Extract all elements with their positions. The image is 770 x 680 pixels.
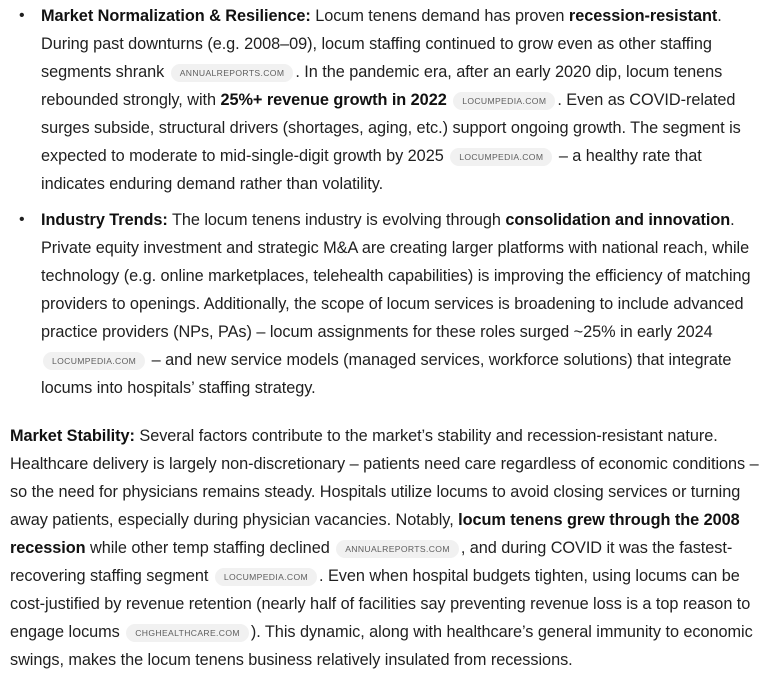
bold-text: recession-resistant	[568, 7, 718, 25]
text-run: The locum tenens industry is evolving through	[167, 211, 506, 229]
bullet-dot: •	[19, 211, 25, 228]
bullet-heading: Market Normalization & Resilience:	[41, 7, 311, 25]
text-run: . During past downturns (e.g. 2008–09), locum staffing continued to grow even as other staffing segments shrank	[41, 7, 722, 81]
paragraph-heading: Market Stability:	[10, 427, 135, 445]
bullet-market-normalization	[19, 2, 760, 198]
citation-chip-chghealthcare[interactable]: CHGHEALTHCARE.COM	[126, 624, 249, 642]
citation-chip-annualreports[interactable]: ANNUALREPORTS.COM	[171, 64, 294, 82]
citation-chip-locumpedia[interactable]: LOCUMPEDIA.COM	[453, 92, 555, 110]
text-run: – and new service models (managed services, workforce solutions) that integrate locums into hospitals’ staffing strategy.	[41, 351, 732, 397]
text-run	[447, 91, 451, 109]
market-stability-paragraph	[10, 422, 760, 674]
text-run: Locum tenens demand has proven	[310, 7, 569, 25]
text-run: while other temp staffing declined	[85, 539, 335, 557]
bullet-heading: Industry Trends:	[41, 211, 168, 229]
text-run: . Even when hospital budgets tighten, using locums can be cost-justified by revenue retention (nearly half of facilities say preventing revenue loss is a top reason to engage locums	[10, 567, 751, 641]
bold-text: 25%+ revenue growth in 2022	[220, 91, 447, 109]
text-run: ). This dynamic, along with healthcare’s general immunity to economic swings, makes the locum tenens business relatively insulated from recessions.	[10, 623, 753, 669]
bullet-list	[10, 2, 760, 402]
text-run: – a healthy rate that indicates enduring demand rather than volatility.	[41, 147, 702, 193]
citation-chip-locumpedia[interactable]: LOCUMPEDIA.COM	[43, 352, 145, 370]
citation-chip-locumpedia[interactable]: LOCUMPEDIA.COM	[215, 568, 317, 586]
bullet-dot: •	[19, 7, 25, 24]
text-run: Several factors contribute to the market’s stability and recession-resistant nature. Healthcare delivery is largely non-discretionary – patients need care regardless of economic conditions – so the need for physicians remains steady. Hospitals utilize locums to avoid closing services or turning away patients, especially during physician vacancies. Notably,	[10, 427, 759, 529]
text-run: . In the pandemic era, after an early 2020 dip, locum tenens rebounded strongly, with	[41, 63, 723, 109]
bold-text: locum tenens grew through the 2008 recession	[10, 511, 740, 557]
bold-text: consolidation and innovation	[505, 211, 731, 229]
citation-chip-annualreports[interactable]: ANNUALREPORTS.COM	[336, 540, 459, 558]
text-run: . Private equity investment and strategic M&A are creating larger platforms with national reach, while technology (e.g. online marketplaces, telehealth capabilities) is improving the efficiency of matching providers to openings. Additionally, the scope of locum services is broadening to include advanced practice providers (NPs, PAs) – locum assignments for these roles surged ~25% in early 2024	[41, 211, 751, 341]
bullet-industry-trends	[19, 206, 760, 402]
citation-chip-locumpedia[interactable]: LOCUMPEDIA.COM	[450, 148, 552, 166]
text-run: , and during COVID it was the fastest-recovering staffing segment	[10, 539, 733, 585]
text-run: . Even as COVID-related surges subside, structural drivers (shortages, aging, etc.) support ongoing growth. The segment is expected to moderate to mid-single-digit growth by 2025	[41, 91, 741, 165]
